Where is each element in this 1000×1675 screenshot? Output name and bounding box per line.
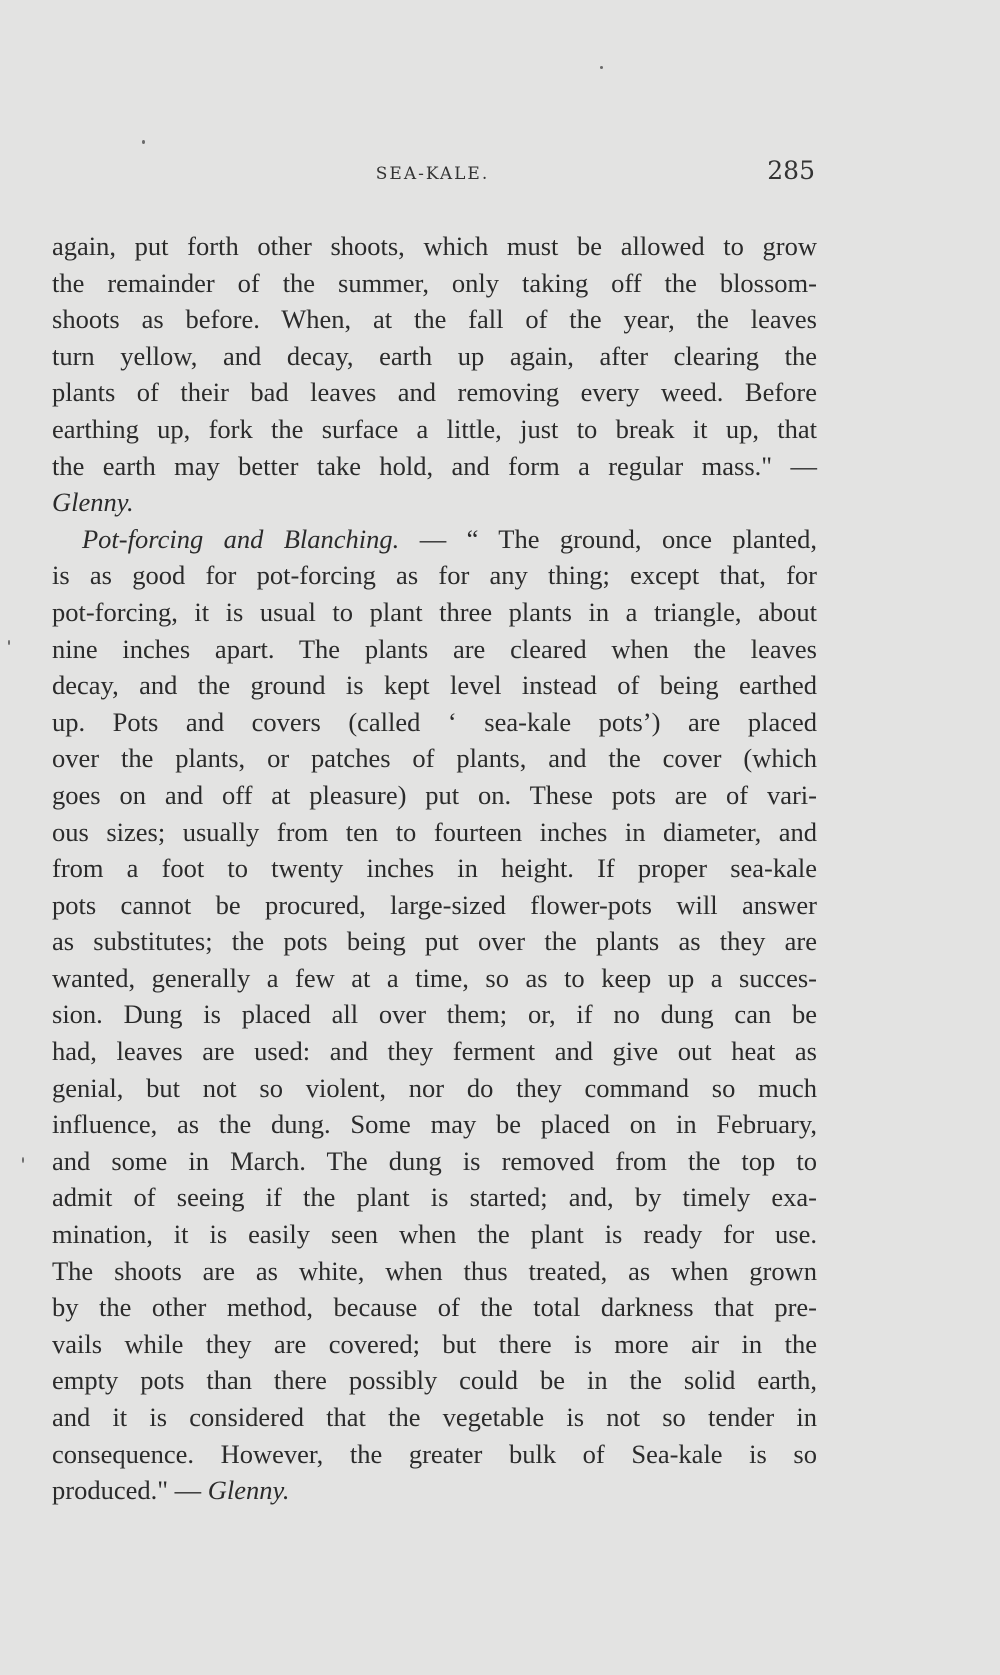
text-line: had, leaves are used: and they ferment and give out heat as bbox=[52, 1036, 817, 1067]
text-line: as substitutes; the pots being put over the plants as they are bbox=[52, 926, 817, 957]
text-line: from a foot to twenty inches in height. If proper sea-kale bbox=[52, 853, 817, 884]
text-line bbox=[52, 484, 817, 521]
text-line: earthing up, fork the surface a little, just to break it up, that bbox=[52, 413, 817, 444]
text-line: and some in March. The dung is removed from the top to bbox=[52, 1145, 817, 1176]
paragraph-1 bbox=[52, 228, 817, 521]
text-line: influence, as the dung. Some may be placed on in February, bbox=[52, 1109, 817, 1140]
text-line: genial, but not so violent, nor do they command so much bbox=[52, 1072, 817, 1103]
first-line-text: — “ The ground, once planted, bbox=[419, 523, 817, 554]
text-line: admit of seeing if the plant is started; and, by timely exa- bbox=[52, 1182, 817, 1213]
text-line: wanted, generally a few at a time, so as to keep up a succes- bbox=[52, 962, 817, 993]
text-line: mination, it is easily seen when the plant is ready for use. bbox=[52, 1219, 817, 1250]
page-header bbox=[50, 156, 815, 190]
text-line: pot-forcing, it is usual to plant three plants in a triangle, about bbox=[52, 596, 817, 627]
text-line: plants of their bad leaves and removing every weed. Before bbox=[52, 377, 817, 408]
text-line: ous sizes; usually from ten to fourteen inches in diameter, and bbox=[52, 816, 817, 847]
attribution: Glenny. bbox=[207, 1475, 290, 1506]
text-line: again, put forth other shoots, which must be allowed to grow bbox=[52, 231, 817, 261]
text-line: The shoots are as white, when thus treated, as when grown bbox=[52, 1255, 817, 1286]
attribution: Glenny. bbox=[52, 487, 134, 518]
text-line: over the plants, or patches of plants, and the cover (which bbox=[52, 743, 817, 774]
text-line: sion. Dung is placed all over them; or, if no dung can be bbox=[52, 999, 817, 1030]
section-heading: Pot-forcing and Blanching. bbox=[82, 523, 400, 554]
text-line: by the other method, because of the total darkness that pre- bbox=[52, 1292, 817, 1323]
running-head: SEA-KALE. bbox=[375, 164, 490, 184]
text-line: nine inches apart. The plants are cleared when the leaves bbox=[52, 633, 817, 664]
text-line: vails while they are covered; but there is more air in the bbox=[52, 1328, 817, 1359]
print-speck bbox=[600, 66, 603, 69]
text-line: shoots as before. When, at the fall of the year, the leaves bbox=[52, 304, 817, 335]
text-line: goes on and off at pleasure) put on. These pots are of vari- bbox=[52, 779, 817, 810]
last-line-text: produced." — bbox=[52, 1475, 208, 1506]
paragraph-2 bbox=[52, 521, 817, 1509]
text-line: is as good for pot-forcing as for any thing; except that, for bbox=[52, 560, 817, 591]
body-text bbox=[52, 228, 817, 1509]
text-line bbox=[52, 521, 817, 558]
text-line: decay, and the ground is kept level instead of being earthed bbox=[52, 670, 817, 701]
text-line: up. Pots and covers (called ‘ sea-kale pots’) are placed bbox=[52, 706, 817, 737]
text-line: the remainder of the summer, only taking off the blossom- bbox=[52, 267, 817, 298]
print-speck bbox=[22, 1157, 24, 1163]
page-number: 285 bbox=[767, 156, 815, 185]
text-line: pots cannot be procured, large-sized flower-pots will answer bbox=[52, 889, 817, 920]
print-speck bbox=[142, 140, 145, 144]
text-line: empty pots than there possibly could be in the solid earth, bbox=[52, 1365, 817, 1396]
text-line: the earth may better take hold, and form a regular mass." — bbox=[52, 450, 817, 481]
text-line: turn yellow, and decay, earth up again, after clearing the bbox=[52, 340, 817, 371]
print-speck bbox=[8, 640, 10, 645]
text-line: consequence. However, the greater bulk of Sea-kale is so bbox=[52, 1438, 817, 1469]
text-line bbox=[52, 1472, 817, 1509]
text-line: and it is considered that the vegetable is not so tender in bbox=[52, 1402, 817, 1432]
